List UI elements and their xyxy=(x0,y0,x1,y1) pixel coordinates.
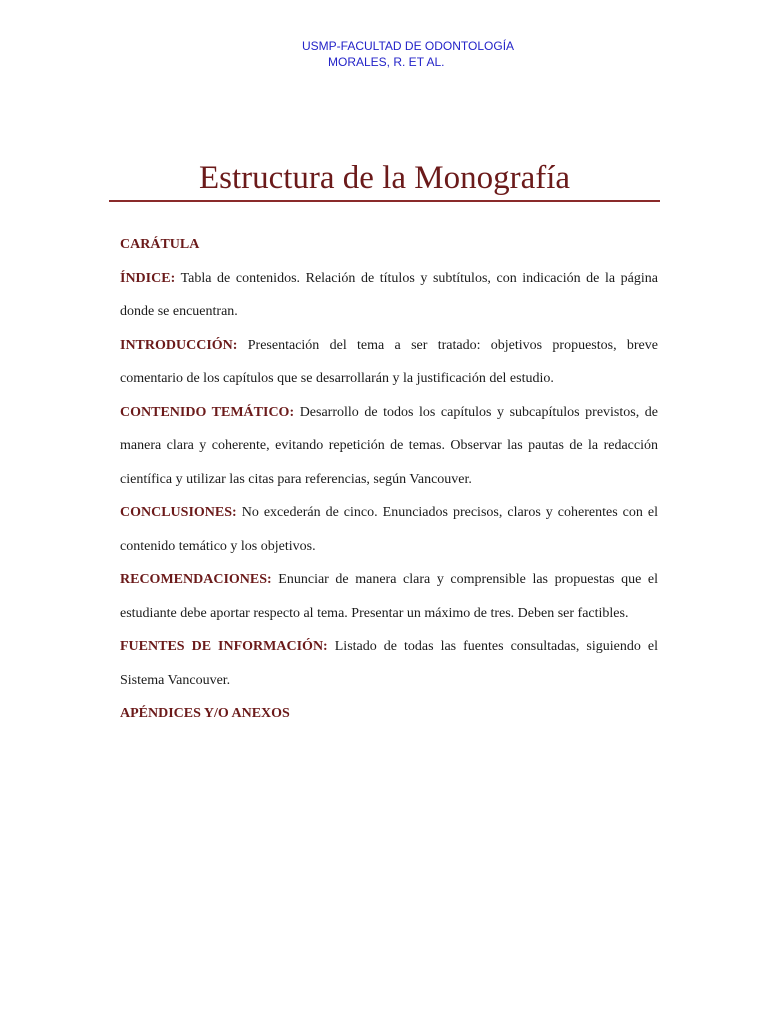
section-term: ÍNDICE: xyxy=(120,270,176,286)
header-institution: USMP-FACULTAD DE ODONTOLOGÍA xyxy=(302,39,515,53)
section-term: INTRODUCCIÓN: xyxy=(120,337,238,353)
document-body xyxy=(120,228,658,731)
section-term: CONTENIDO TEMÁTICO: xyxy=(120,404,295,420)
section-term: FUENTES DE INFORMACIÓN: xyxy=(120,639,328,654)
section-introduccion xyxy=(120,329,658,396)
section-caratula xyxy=(120,228,658,262)
section-text: Enunciar de manera clara y comprensible las propuestas que el estudiante debe aportar respecto al tema. Presentar un máximo de tres. Deben ser factibles. xyxy=(120,572,658,621)
section-term: CONCLUSIONES: xyxy=(120,505,237,520)
section-text: Presentación del tema a ser tratado: objetivos propuestos, breve comentario de los capítulos que se desarrollarán y la justificación del estudio. xyxy=(120,337,658,386)
header-authors: MORALES, R. ET AL. xyxy=(328,55,445,69)
section-term: APÉNDICES Y/O ANEXOS xyxy=(120,706,290,721)
section-fuentes xyxy=(120,630,658,697)
section-apendices xyxy=(120,697,658,731)
section-text: No excederán de cinco. Enunciados precisos, claros y coherentes con el contenido temático y los objetivos. xyxy=(120,505,658,554)
title-divider xyxy=(109,200,660,202)
section-contenido-tematico xyxy=(120,396,658,497)
section-conclusiones xyxy=(120,496,658,563)
section-recomendaciones xyxy=(120,563,658,630)
section-indice xyxy=(120,262,658,329)
document-title: Estructura de la Monografía xyxy=(198,160,571,196)
section-term: RECOMENDACIONES: xyxy=(120,572,272,587)
section-text: Desarrollo de todos los capítulos y subcapítulos previstos, de manera clara y coherente, evitando repetición de temas. Observar las pautas de la redacción científica y utilizar las citas para referencias, según Vancouver. xyxy=(120,404,658,487)
section-text: Listado de todas las fuentes consultadas, siguiendo el Sistema Vancouver. xyxy=(120,639,658,688)
section-term: CARÁTULA xyxy=(120,237,200,252)
section-text: Tabla de contenidos. Relación de títulos y subtítulos, con indicación de la página donde se encuentran. xyxy=(120,270,658,319)
